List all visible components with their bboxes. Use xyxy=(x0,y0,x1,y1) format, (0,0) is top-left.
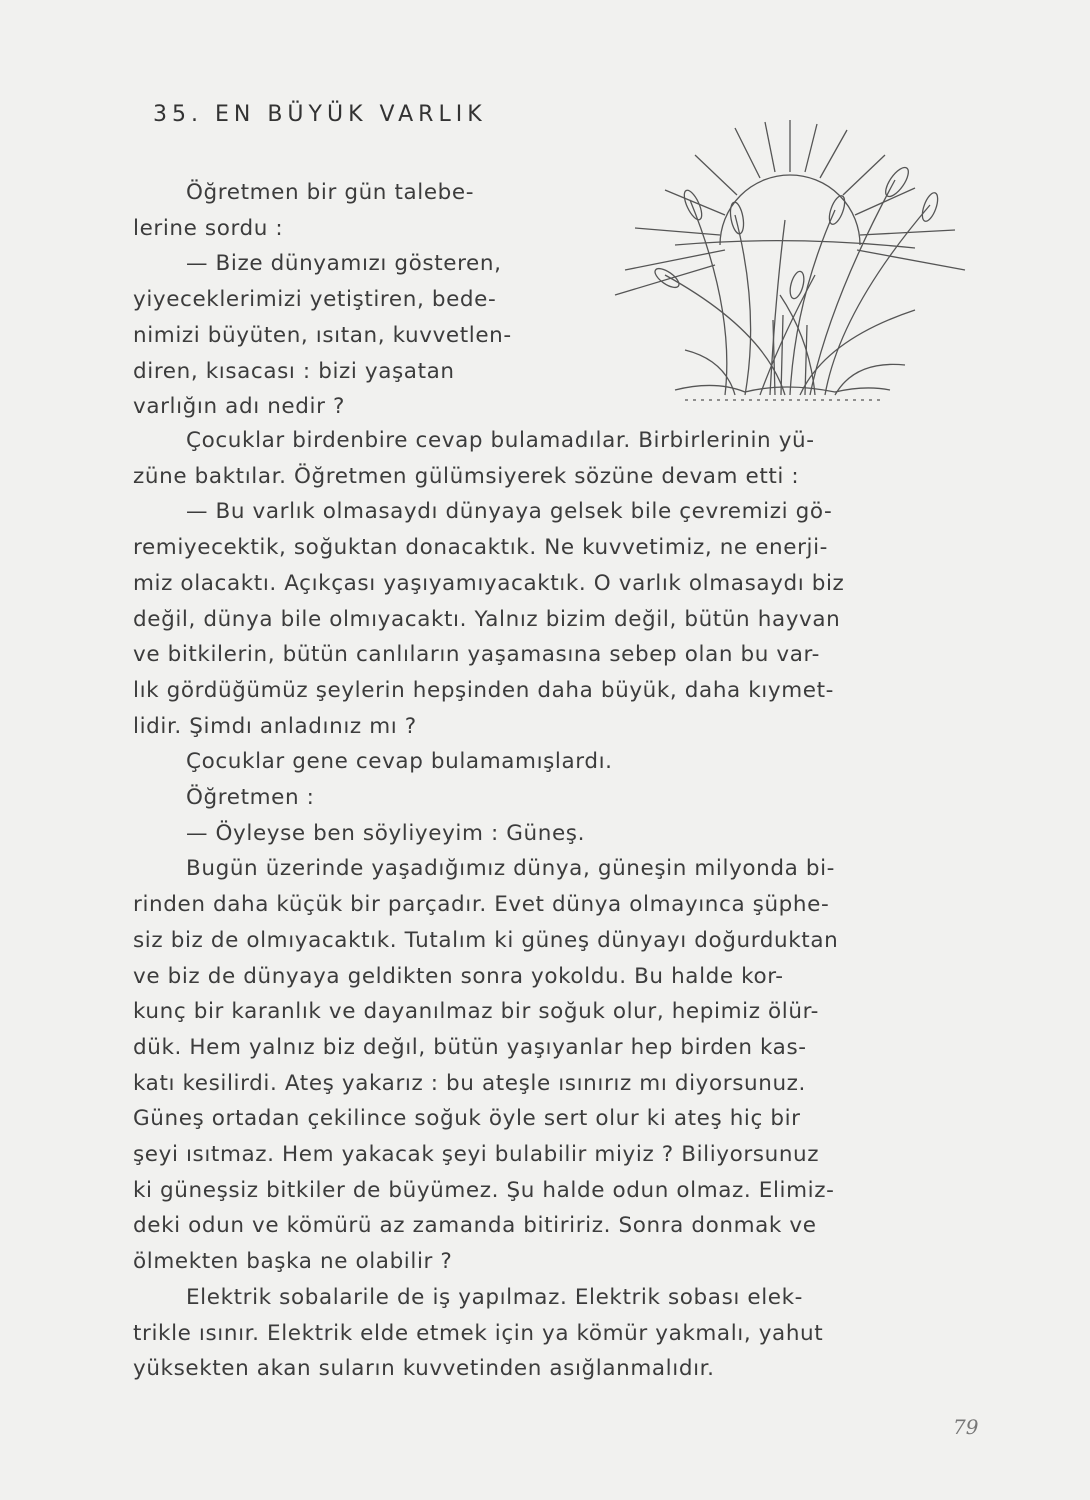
text-line: varlığın adı nedir ? xyxy=(133,394,345,420)
text-line: lık gördüğümüz şeylerin hepşinden daha büyük, daha kıymet- xyxy=(133,677,834,703)
sun-and-wheat-icon xyxy=(585,110,995,410)
text-line: Çocuklar gene cevap bulamamışlardı. xyxy=(186,749,613,775)
chapter-title: 35. EN BÜYÜK VARLIK xyxy=(153,102,487,127)
text-line: lidir. Şimdı anladınız mı ? xyxy=(133,713,417,739)
text-line: Çocuklar birdenbire cevap bulamadılar. Birbirlerinin yü- xyxy=(186,428,815,453)
text-line: deki odun ve kömürü az zamanda bitiririz. Sonra donmak ve xyxy=(133,1213,817,1239)
text-line: diren, kısacası : bizi yaşatan xyxy=(133,358,455,384)
text-line: Öğretmen : xyxy=(186,785,315,811)
text-line: nimizi büyüten, ısıtan, kuvvetlen- xyxy=(133,322,512,348)
text-line: Öğretmen bir gün talebe- xyxy=(186,180,475,205)
text-line: ve bitkilerin, bütün canlıların yaşamasına sebep olan bu var- xyxy=(133,642,820,668)
text-line: yüksekten akan suların kuvvetinden asığlanmalıdır. xyxy=(133,1356,715,1382)
page-number: 79 xyxy=(953,1415,979,1439)
text-line: katı kesilirdi. Ateş yakarız : bu ateşle ısınırız mı diyorsunuz. xyxy=(133,1070,806,1096)
text-line: — Öyleyse ben söyliyeyim : Güneş. xyxy=(186,820,586,846)
text-line: kunç bir karanlık ve dayanılmaz bir soğuk olur, hepimiz ölür- xyxy=(133,999,819,1025)
text-line: Elektrik sobalarile de iş yapılmaz. Elektrik sobası elek- xyxy=(186,1284,804,1310)
text-line: Güneş ortadan çekilince soğuk öyle sert olur ki ateş hiç bir xyxy=(133,1106,801,1132)
text-line: yiyeceklerimizi yetiştiren, bede- xyxy=(133,287,497,313)
body-text xyxy=(133,423,983,1387)
intro-paragraph xyxy=(133,175,563,425)
text-line: şeyi ısıtmaz. Hem yakacak şeyi bulabilir miyiz ? Biliyorsunuz xyxy=(133,1142,820,1168)
text-line: rinden daha küçük bir parçadır. Evet dünya olmayınca şüphe- xyxy=(133,892,830,918)
text-line: lerine sordu : xyxy=(133,215,284,241)
text-line: siz biz de olmıyacaktık. Tutalım ki güneş dünyayı doğurduktan xyxy=(133,927,839,953)
text-line: değil, dünya bile olmıyacaktı. Yalnız bizim değil, bütün hayvan xyxy=(133,606,841,632)
text-line: — Bize dünyamızı gösteren, xyxy=(186,251,502,277)
text-line: dük. Hem yalnız biz değıl, bütün yaşıyanlar hep birden kas- xyxy=(133,1034,807,1060)
text-line: ölmekten başka ne olabilir ? xyxy=(133,1249,453,1275)
text-line: ki güneşsiz bitkiler de büyümez. Şu halde odun olmaz. Elimiz- xyxy=(133,1177,835,1203)
text-line: ve biz de dünyaya geldikten sonra yokoldu. Bu halde kor- xyxy=(133,963,784,989)
text-line: trikle ısınır. Elektrik elde etmek için ya kömür yakmalı, yahut xyxy=(133,1320,824,1346)
text-line: remiyecektik, soğuktan donacaktık. Ne kuvvetimiz, ne enerji- xyxy=(133,535,829,561)
text-line: miz olacaktı. Açıkçası yaşıyamıyacaktık. O varlık olmasaydı biz xyxy=(133,570,845,596)
text-line: — Bu varlık olmasaydı dünyaya gelsek bile çevremizi gö- xyxy=(186,499,833,525)
text-line: Bugün üzerinde yaşadığımız dünya, güneşin milyonda bi- xyxy=(186,856,836,882)
text-line: züne baktılar. Öğretmen gülümsiyerek sözüne devam etti : xyxy=(133,463,800,489)
